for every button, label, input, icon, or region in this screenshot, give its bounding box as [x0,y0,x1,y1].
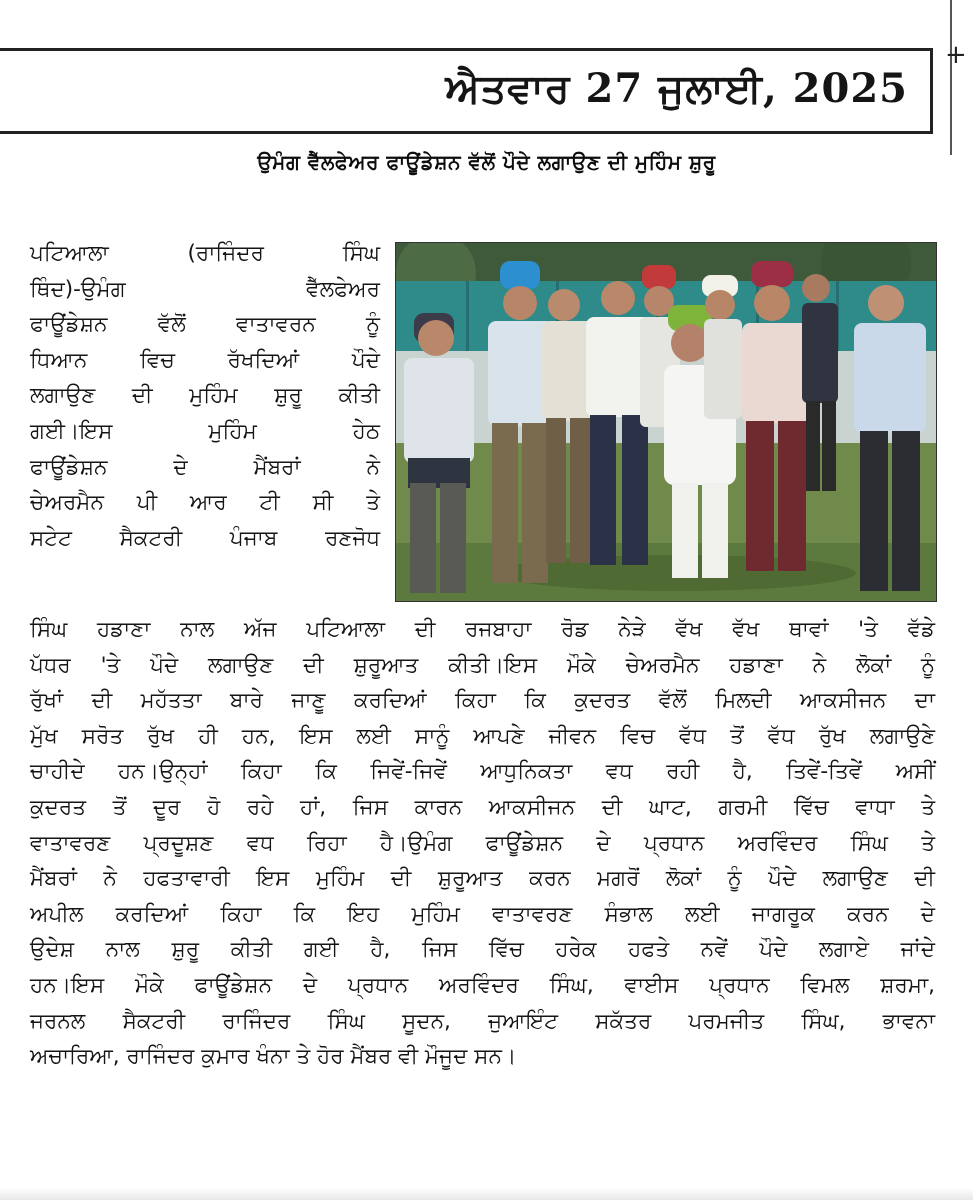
body-line: ਸਿੰਘ ਹਡਾਣਾ ਨਾਲ ਅੱਜ ਪਟਿਆਲਾ ਦੀ ਰਜਬਾਹਾ ਰੋਡ ਨੇੜੇ ਵੱਖ ਵੱਖ ਥਾਵਾਂ 'ਤੇ ਵੱਡੇ [30,617,935,642]
crop-mark: + [945,40,967,70]
lead-line: ਸਟੇਟ ਸੈਕਟਰੀ ਪੰਜਾਬ ਰਣਜੋਧ [30,525,380,551]
lead-line: ਧਿਆਨ ਵਿਚ ਰੱਖਦਿਆਂ ਪੌਦੇ [30,347,380,373]
dateline: ਐਤਵਾਰ 27 ਜੁਲਾਈ, 2025 [445,65,908,112]
body-line: ਅਚਾਰਿਆ, ਰਾਜਿੰਦਰ ਕੁਮਾਰ ਖੰਨਾ ਤੇ ਹੋਰ ਮੈਂਬਰ ਵੀ ਮੌਜੂਦ ਸਨ। [30,1044,517,1070]
lead-line: ਚੇਅਰਮੈਨ ਪੀ ਆਰ ਟੀ ਸੀ ਤੇ [30,490,380,516]
lead-line: ਫਾਊਂਡੇਸ਼ਨ ਵੱਲੋਂ ਵਾਤਾਵਰਨ ਨੂੰ [30,312,380,338]
headline: ਉਮੰਗ ਵੈੱਲਫੇਅਰ ਫਾਊਂਡੇਸ਼ਨ ਵੱਲੋਂ ਪੌਦੇ ਲਗਾਉਣ ਦੀ ਮੁਹਿੰਮ ਸ਼ੁਰੂ [257,150,716,174]
next-article-edge [0,1188,973,1200]
lead-line: ਪਟਿਆਲਾ (ਰਾਜਿੰਦਰ ਸਿੰਘ [30,241,380,266]
column-rule [950,0,952,155]
body-line: ਉਦੇਸ਼ ਨਾਲ ਸ਼ੁਰੂ ਕੀਤੀ ਗਈ ਹੈ, ਜਿਸ ਵਿੱਚ ਹਰੇਕ ਹਫਤੇ ਨਵੇਂ ਪੌਦੇ ਲਗਾਏ ਜਾਂਦੇ [30,937,935,963]
lead-paragraph [30,236,380,556]
body-line: ਪੱਧਰ 'ਤੇ ਪੌਦੇ ਲਗਾਉਣ ਦੀ ਸ਼ੁਰੂਆਤ ਕੀਤੀ।ਇਸ ਮੌਕੇ ਚੇਅਰਮੈਨ ਹਡਾਣਾ ਨੇ ਲੋਕਾਂ ਨੂੰ [30,652,935,678]
lead-line: ਲਗਾਉਣ ਦੀ ਮੁਹਿੰਮ ਸ਼ੁਰੂ ਕੀਤੀ [30,383,380,409]
body-line: ਹਨ।ਇਸ ਮੌਕੇ ਫਾਊਂਡੇਸ਼ਨ ਦੇ ਪ੍ਰਧਾਨ ਅਰਵਿੰਦਰ ਸਿੰਘ, ਵਾਈਸ ਪ੍ਰਧਾਨ ਵਿਮਲ ਸ਼ਰਮਾ, [30,972,935,998]
news-photo [395,242,937,602]
article-body [30,612,935,1075]
dateline-banner [0,48,933,134]
body-line: ਜਰਨਲ ਸੈਕਟਰੀ ਰਾਜਿੰਦਰ ਸਿੰਘ ਸੂਦਨ, ਜੁਆਇੰਟ ਸਕੱਤਰ ਪਰਮਜੀਤ ਸਿੰਘ, ਭਾਵਨਾ [30,1008,935,1034]
lead-line: ਥਿੰਦ)-ਉਮੰਗ ਵੈੱਲਫੇਅਰ [30,276,380,302]
lead-line: ਗਈ।ਇਸ ਮੁਹਿੰਮ ਹੇਠ [30,418,380,444]
body-line: ਵਾਤਾਵਰਣ ਪ੍ਰਦੂਸ਼ਣ ਵਧ ਰਿਹਾ ਹੈ।ਉਮੰਗ ਫਾਊਂਡੇਸ਼ਨ ਦੇ ਪ੍ਰਧਾਨ ਅਰਵਿੰਦਰ ਸਿੰਘ ਤੇ [30,830,935,856]
body-line: ਅਪੀਲ ਕਰਦਿਆਂ ਕਿਹਾ ਕਿ ਇਹ ਮੁਹਿੰਮ ਵਾਤਾਵਰਣ ਸੰਭਾਲ ਲਈ ਜਾਗਰੂਕ ਕਰਨ ਦੇ [30,901,935,927]
body-line: ਰੁੱਖਾਂ ਦੀ ਮਹੱਤਤਾ ਬਾਰੇ ਜਾਣੂ ਕਰਦਿਆਂ ਕਿਹਾ ਕਿ ਕੁਦਰਤ ਵੱਲੋਂ ਮਿਲਦੀ ਆਕਸੀਜਨ ਦਾ [30,688,935,714]
body-line: ਚਾਹੀਦੇ ਹਨ।ਉਨ੍ਹਾਂ ਕਿਹਾ ਕਿ ਜਿਵੇਂ-ਜਿਵੇਂ ਆਧੁਨਿਕਤਾ ਵਧ ਰਹੀ ਹੈ, ਤਿਵੇਂ-ਤਿਵੇਂ ਅਸੀਂ [30,759,935,785]
body-line: ਮੈਂਬਰਾਂ ਨੇ ਹਫਤਾਵਾਰੀ ਇਸ ਮੁਹਿੰਮ ਦੀ ਸ਼ੁਰੂਆਤ ਕਰਨ ਮਗਰੋਂ ਲੋਕਾਂ ਨੂੰ ਪੌਦੇ ਲਗਾਉਣ ਦੀ [30,866,935,892]
body-line: ਕੁਦਰਤ ਤੋਂ ਦੂਰ ਹੋ ਰਹੇ ਹਾਂ, ਜਿਸ ਕਾਰਨ ਆਕਸੀਜਨ ਦੀ ਘਾਟ, ਗਰਮੀ ਵਿੱਚ ਵਾਧਾ ਤੇ [30,794,935,820]
lead-line: ਫਾਊਂਡੇਸ਼ਨ ਦੇ ਮੈਂਬਰਾਂ ਨੇ [30,454,380,480]
body-line: ਮੁੱਖ ਸਰੋਤ ਰੁੱਖ ਹੀ ਹਨ, ਇਸ ਲਈ ਸਾਨੂੰ ਆਪਣੇ ਜੀਵਨ ਵਿਚ ਵੱਧ ਤੋਂ ਵੱਧ ਰੁੱਖ ਲਗਾਉਣੇ [30,723,935,749]
